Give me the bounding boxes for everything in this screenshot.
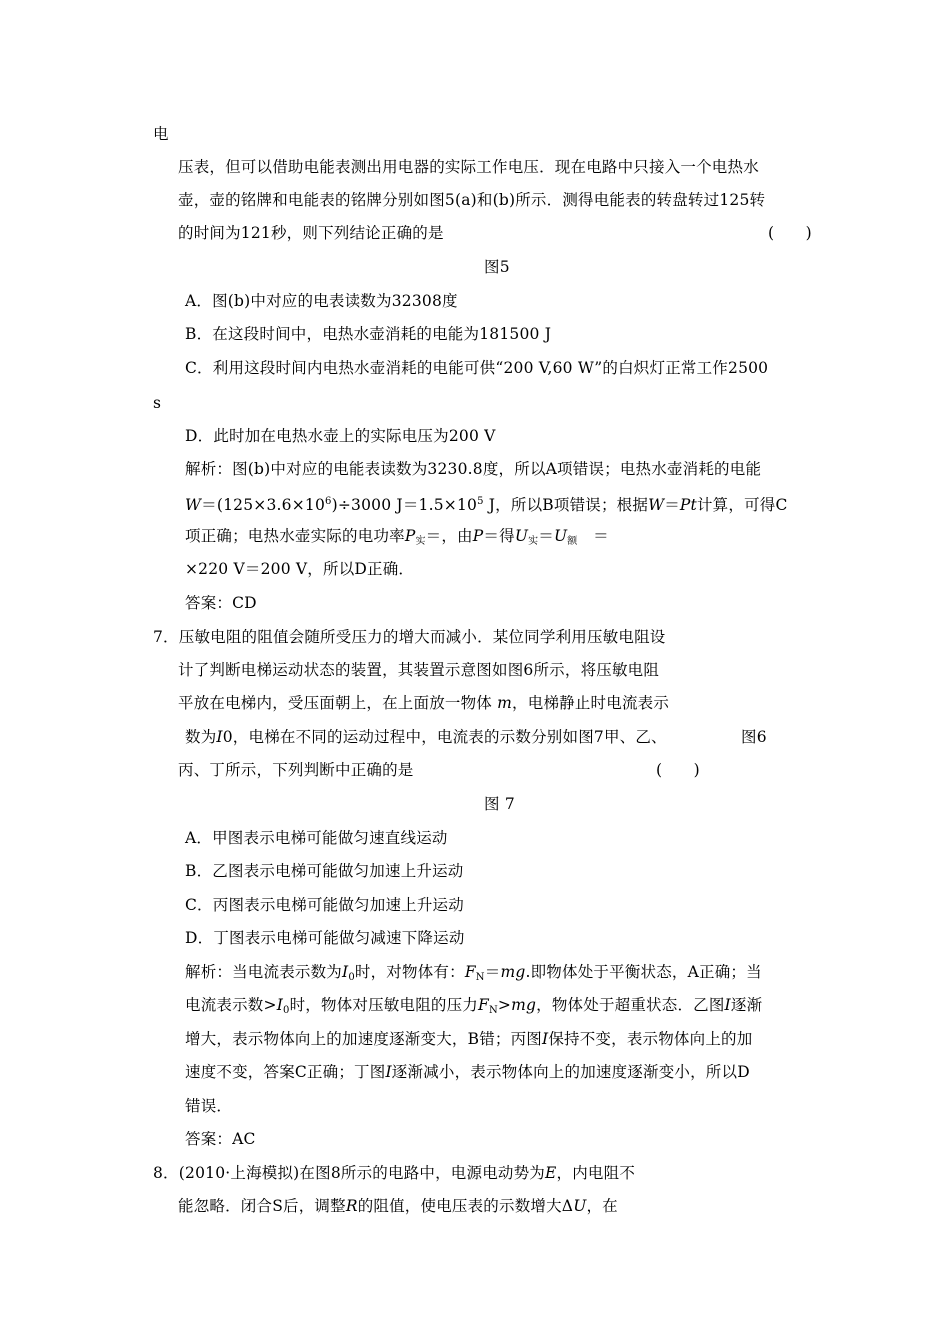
q7-stem-line-1: 7．压敏电阻的阻值会随所受压力的增大而减小．某位同学利用压敏电阻设 [153, 628, 666, 646]
q8-stem-text: 的阻值，使电压表的示数增大Δ [357, 1197, 574, 1215]
q7-option-a: A．甲图表示电梯可能做匀速直线运动 [185, 829, 448, 847]
q6-analysis-u-symbol: U [514, 527, 529, 545]
q7-stem-line-5: 丙、丁所示，下列判断中正确的是 [178, 761, 414, 779]
q7-option-b: B．乙图表示电梯可能做匀加速上升运动 [185, 862, 464, 880]
q7-force-symbol: F [478, 996, 489, 1014]
q6-option-c-continued: s [153, 394, 162, 412]
q7-force-symbol: F [464, 963, 476, 981]
q6-stem-line-1: 压表，但可以借助电能表测出用电器的实际工作电压．现在电路中只接入一个电热水 [178, 158, 759, 176]
q6-analysis-text: 项正确；电热水壶实际的电功率 [185, 527, 405, 545]
q7-stem-text: 0，电梯在不同的运动过程中，电流表的示数分别如图7甲、乙、 [222, 728, 667, 746]
q7-current-symbol: I [724, 996, 731, 1014]
q8-emf-symbol: E [545, 1164, 557, 1182]
q7-current-symbol: I [542, 1030, 549, 1048]
q6-stem-line-3: 的时间为121秒，则下列结论正确的是 [178, 224, 444, 242]
q7-analysis-line-1 [185, 962, 762, 988]
q6-analysis-w-symbol: W [185, 496, 202, 514]
q7-analysis-text: 逐渐 [730, 996, 763, 1014]
q7-analysis-text: 速度不变，答案C正确；丁图 [185, 1063, 386, 1081]
q7-answer: 答案：AC [185, 1130, 256, 1148]
q7-analysis-line-5: 错误． [185, 1097, 233, 1115]
q8-stem-line-2 [178, 1196, 618, 1216]
q6-analysis-text: ＝ [664, 496, 680, 514]
q7-mass-symbol: m [497, 694, 513, 712]
q6-analysis-exponent: 6 [325, 496, 332, 507]
q7-current-symbol: I [385, 1063, 392, 1081]
q6-option-a: A．图(b)中对应的电表读数为32308度 [185, 292, 458, 310]
q6-analysis-w-symbol: W [648, 496, 665, 514]
q7-stem-line-3 [178, 693, 669, 713]
q7-analysis-text: ，物体处于超重状态．乙图 [536, 996, 725, 1014]
q6-analysis-line-4: ×220 V＝200 V，所以D正确． [185, 560, 415, 578]
q7-analysis-line-3 [185, 1029, 752, 1049]
q7-analysis-text: 时，对物体有： [354, 963, 465, 981]
q7-subscript: N [475, 972, 485, 983]
q7-analysis-text: > [497, 996, 512, 1014]
q6-answer-blank: ( ) [768, 224, 812, 242]
q6-analysis-u-symbol: U [553, 527, 568, 545]
q6-analysis-line-2 [185, 492, 788, 515]
q7-current-symbol: I [342, 963, 349, 981]
q7-mg-symbol: mg [511, 996, 537, 1014]
q6-head: 电 [153, 125, 169, 143]
q8-stem-line-1 [153, 1163, 635, 1183]
q7-stem-line-4 [185, 727, 667, 747]
q8-resistor-symbol: R [345, 1197, 358, 1215]
q6-analysis-text: ＝ [538, 527, 554, 545]
q6-figure-caption: 图5 [484, 258, 510, 276]
q8-stem-text: ，内电阻不 [556, 1164, 636, 1182]
q7-analysis-text: 逐渐减小，表示物体向上的加速度逐渐变小，所以D [391, 1063, 750, 1081]
q7-figure-caption: 图 7 [484, 795, 515, 813]
q8-stem-text: ，在 [586, 1197, 618, 1215]
q6-analysis-subscript: 实 [415, 536, 426, 547]
q7-mg-symbol: mg [500, 963, 526, 981]
q6-analysis-line-3 [185, 526, 609, 552]
q7-subscript: N [488, 1005, 498, 1016]
q7-current-symbol: I [216, 728, 223, 746]
q7-analysis-text: 时，物体对压敏电阻的压力 [289, 996, 478, 1014]
q6-option-d: D．此时加在电热水壶上的实际电压为200 V [185, 427, 496, 445]
q7-analysis-text: 电流表示数> [185, 996, 277, 1014]
q6-analysis-text: ＝ [577, 527, 609, 545]
q6-analysis-p-symbol: P [472, 527, 484, 545]
q7-answer-blank: ( ) [656, 761, 700, 779]
q7-option-d: D．丁图表示电梯可能做匀减速下降运动 [185, 929, 465, 947]
q7-analysis-text: ＝ [484, 963, 501, 981]
q6-analysis-text: ＝得 [483, 527, 515, 545]
q7-analysis-text: 解析：当电流表示数为 [185, 963, 343, 981]
q6-analysis-subscript: 额 [567, 536, 578, 547]
q7-stem-text: 平放在电梯内，受压面朝上，在上面放一物体 [178, 694, 498, 712]
q6-analysis-line-1: 解析：图(b)中对应的电能表读数为3230.8度，所以A项错误；电热水壶消耗的电能 [185, 460, 762, 478]
q6-option-c: C．利用这段时间内电热水壶消耗的电能可供“200 V,60 W”的白炽灯正常工作2500 [185, 359, 769, 377]
q6-analysis-text: 计算，可得C [696, 496, 788, 514]
q6-analysis-subscript: 实 [528, 536, 539, 547]
q7-figure-6-label: 图6 [741, 728, 767, 746]
q8-voltage-symbol: U [573, 1197, 587, 1215]
q7-analysis-text: 增大，表示物体向上的加速度逐渐变大，B错；丙图 [185, 1030, 542, 1048]
q7-analysis-text: .即物体处于平衡状态，A正确；当 [525, 963, 762, 981]
q7-analysis-text: 保持不变，表示物体向上的加 [548, 1030, 753, 1048]
q6-analysis-text: ＝(125×3.6×10 [201, 496, 326, 514]
q7-stem-text: 数为 [185, 728, 217, 746]
q8-stem-text: 8．(2010·上海模拟)在图8所示的电路中，电源电动势为 [153, 1164, 545, 1182]
q6-analysis-p-symbol: P [404, 527, 416, 545]
q6-answer: 答案：CD [185, 594, 257, 612]
q7-subscript: 0 [283, 1005, 290, 1016]
q6-analysis-exponent: 5 [477, 496, 484, 507]
q7-stem-text: ，电梯静止时电流表示 [512, 694, 670, 712]
q6-analysis-pt-symbol: Pt [679, 496, 697, 514]
q7-option-c: C．丙图表示电梯可能做匀加速上升运动 [185, 896, 464, 914]
q6-analysis-text: J，所以B项错误；根据 [483, 496, 649, 514]
q7-analysis-line-2 [185, 995, 762, 1021]
q7-analysis-line-4 [185, 1062, 750, 1082]
q6-analysis-text: )÷3000 J＝1.5×10 [331, 496, 478, 514]
q8-stem-text: 能忽略．闭合S后，调整 [178, 1197, 346, 1215]
q7-subscript: 0 [348, 972, 355, 983]
q6-stem-line-2: 壶，壶的铭牌和电能表的铭牌分别如图5(a)和(b)所示．测得电能表的转盘转过125转 [178, 191, 766, 209]
q7-stem-line-2: 计了判断电梯运动状态的装置，其装置示意图如图6所示，将压敏电阻 [178, 661, 660, 679]
q7-current-symbol: I [276, 996, 284, 1014]
q6-analysis-text: ＝，由 [425, 527, 473, 545]
q6-option-b: B．在这段时间中，电热水壶消耗的电能为181500 J [185, 325, 552, 343]
